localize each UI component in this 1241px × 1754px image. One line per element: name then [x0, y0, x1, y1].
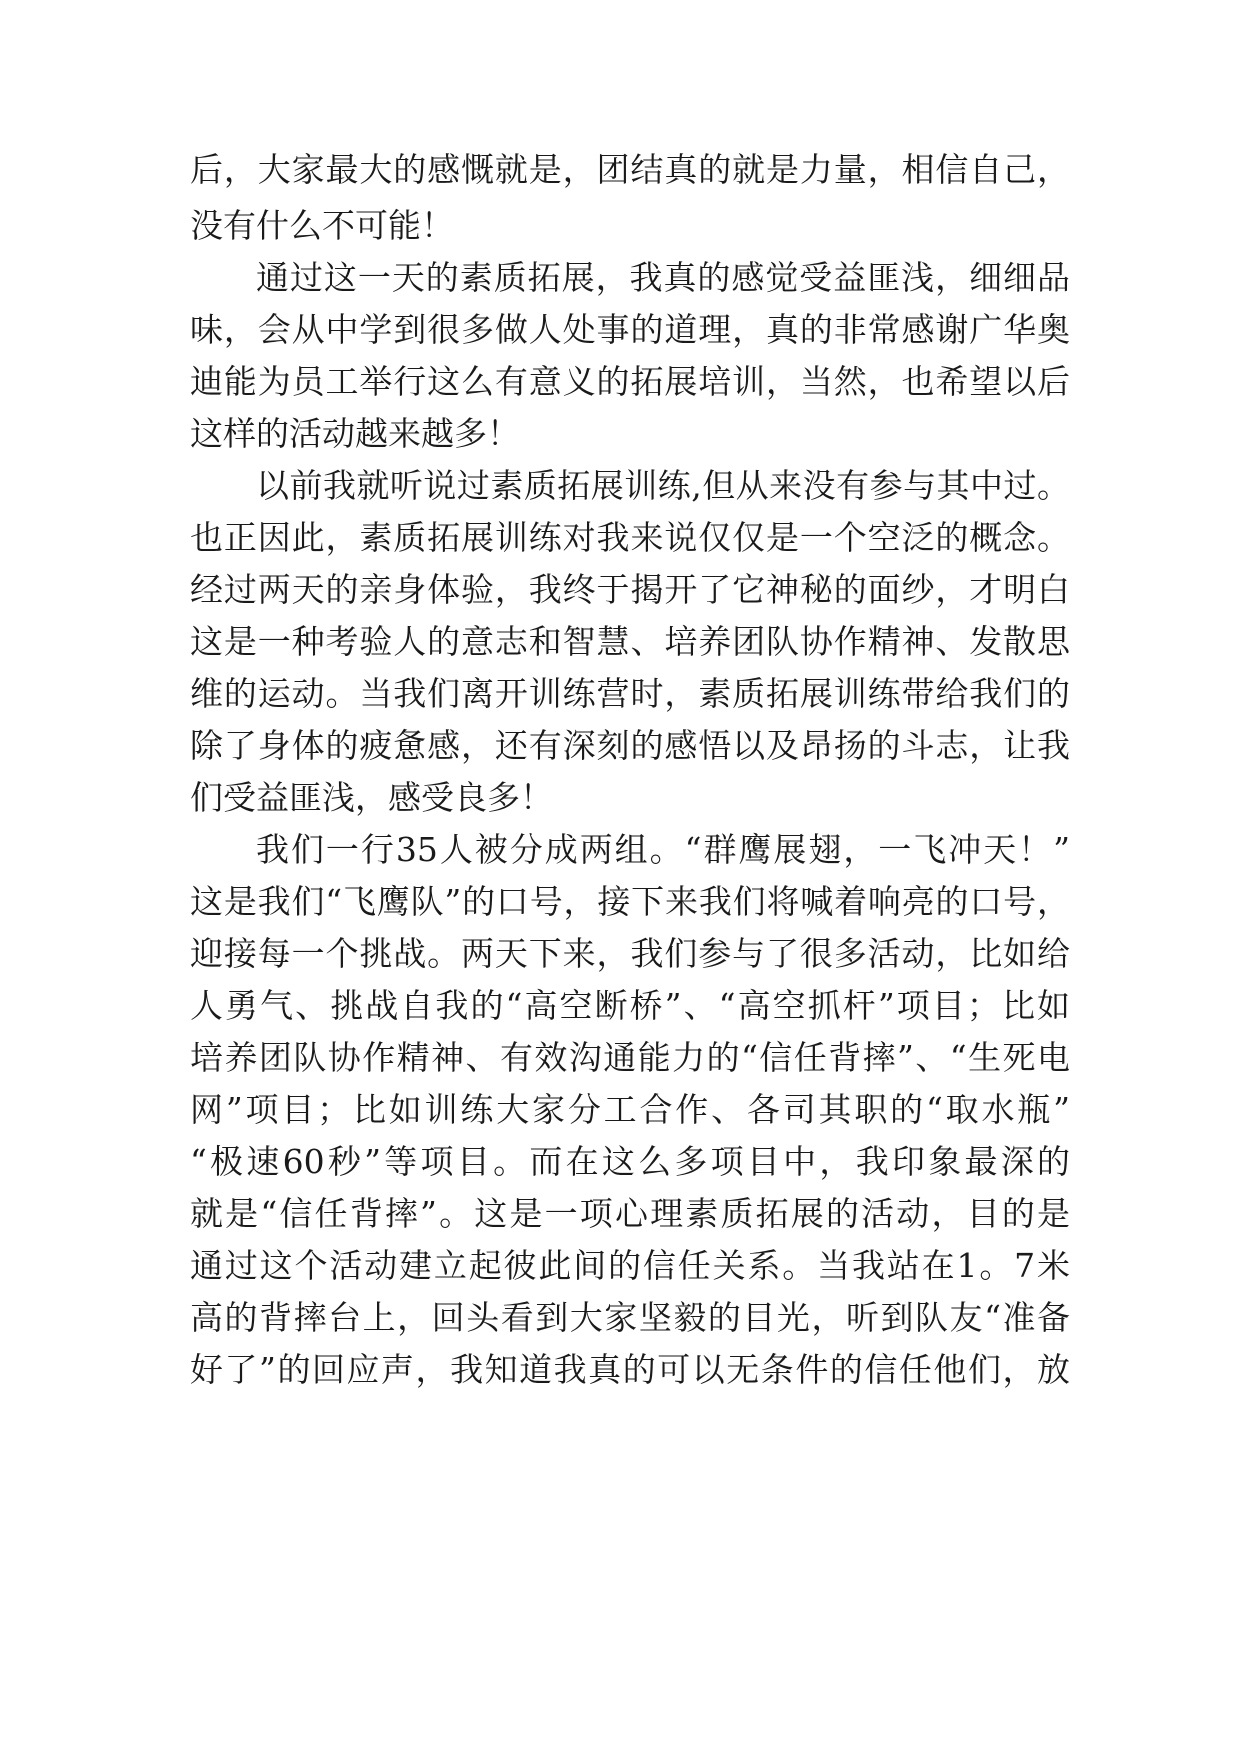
text-line: 除了身体的疲惫感，还有深刻的感悟以及昂扬的斗志，让我	[190, 726, 1070, 765]
text-line: 网”项目；比如训练大家分工合作、各司其职的“取水瓶”	[190, 1090, 1070, 1129]
paragraph-first-line: 我们一行35人被分成两组。“群鹰展翅，一飞冲天！”	[256, 830, 1070, 869]
text-line: “极速60秒”等项目。而在这么多项目中，我印象最深的	[190, 1142, 1070, 1181]
text-line: 通过这个活动建立起彼此间的信任关系。当我站在1。7米	[190, 1246, 1070, 1285]
text-line: 维的运动。当我们离开训练营时，素质拓展训练带给我们的	[190, 674, 1070, 713]
text-line: 味，会从中学到很多做人处事的道理，真的非常感谢广华奥	[190, 310, 1070, 349]
paragraph-first-line: 以前我就听说过素质拓展训练,但从来没有参与其中过。	[256, 466, 1070, 505]
text-line: 就是“信任背摔”。这是一项心理素质拓展的活动，目的是	[190, 1194, 1070, 1233]
text-line: 迪能为员工举行这么有意义的拓展培训，当然，也希望以后	[190, 362, 1070, 401]
text-line: 这是一种考验人的意志和智慧、培养团队协作精神、发散思	[190, 622, 1070, 661]
text-line: 培养团队协作精神、有效沟通能力的“信任背摔”、“生死电	[190, 1038, 1070, 1077]
text-line: 经过两天的亲身体验，我终于揭开了它神秘的面纱，才明白	[190, 570, 1070, 609]
text-line: 好了”的回应声，我知道我真的可以无条件的信任他们，放	[190, 1350, 1070, 1389]
paragraph-first-line: 通过这一天的素质拓展，我真的感觉受益匪浅，细细品	[256, 258, 1070, 297]
text-line: 高的背摔台上，回头看到大家坚毅的目光，听到队友“准备	[190, 1298, 1070, 1337]
text-line: 人勇气、挑战自我的“高空断桥”、“高空抓杆”项目；比如	[190, 986, 1070, 1025]
text-line: 这是我们“飞鹰队”的口号，接下来我们将喊着响亮的口号，	[190, 882, 1070, 921]
text-line: 也正因此，素质拓展训练对我来说仅仅是一个空泛的概念。	[190, 518, 1070, 557]
text-line: 这样的活动越来越多！	[190, 414, 520, 453]
text-line: 没有什么不可能！	[190, 206, 454, 245]
text-line: 们受益匪浅，感受良多！	[190, 778, 553, 817]
text-line: 迎接每一个挑战。两天下来，我们参与了很多活动，比如给	[190, 934, 1070, 973]
text-line: 后，大家最大的感慨就是，团结真的就是力量，相信自己，	[190, 150, 1070, 189]
